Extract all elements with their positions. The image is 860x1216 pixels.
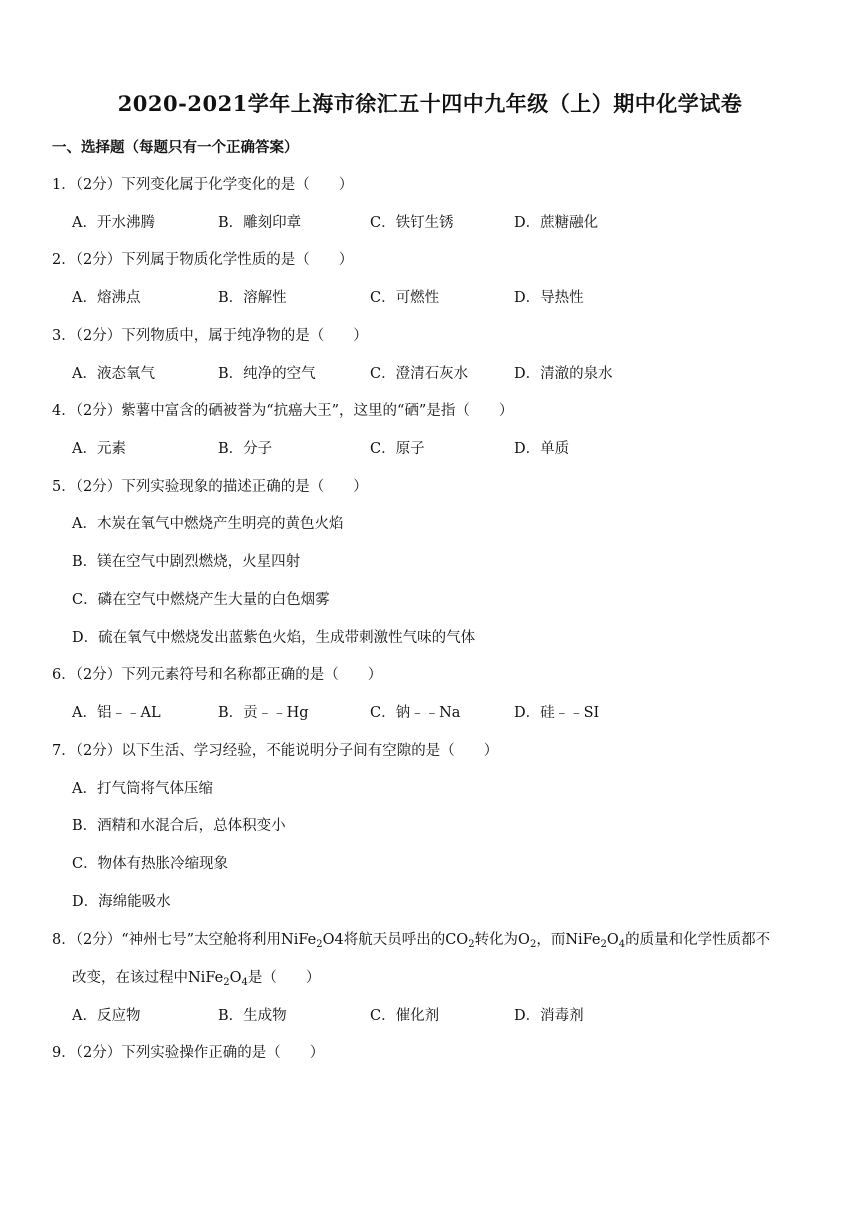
question-3-option-b: B．纯净的空气 — [218, 366, 316, 382]
question-2-option-d: D．导热性 — [514, 290, 584, 306]
question-2-option-b: B．溶解性 — [218, 290, 287, 306]
q8-text: O — [229, 970, 242, 986]
question-8-option-b: B．生成物 — [218, 1008, 287, 1024]
q8-text: ，而NiFe — [536, 932, 601, 948]
subscript: 2 — [600, 939, 607, 950]
question-8-stem-line-2 — [72, 968, 320, 993]
question-4-option-c: C．原子 — [370, 441, 425, 457]
subscript: 4 — [241, 977, 248, 988]
question-6-option-b: B．贡﹣﹣Hg — [218, 705, 309, 721]
question-7-stem: 7．（2分）以下生活、学习经验，不能说明分子间有空隙的是（ ） — [52, 743, 499, 759]
question-6-option-d: D．硅﹣﹣SI — [514, 705, 600, 721]
question-8-option-d: D．消毒剂 — [514, 1008, 584, 1024]
question-4-stem: 4．（2分）紫薯中富含的硒被誉为“抗癌大王”，这里的“硒”是指（ ） — [52, 403, 514, 419]
question-7-option-d: D．海绵能吸水 — [72, 894, 171, 910]
q8-text: 8．（2分）“神州七号”太空舱将利用NiFe — [52, 932, 317, 948]
question-9-stem: 9．（2分）下列实验操作正确的是（ ） — [52, 1045, 325, 1061]
page-title: 2020-2021学年上海市徐汇五十四中九年级（上）期中化学试卷 — [117, 91, 743, 116]
question-4-option-a: A．元素 — [72, 441, 126, 457]
subscript: 2 — [529, 939, 537, 950]
question-1-option-a: A．开水沸腾 — [72, 215, 155, 231]
question-8-stem-line-1 — [52, 930, 770, 955]
question-3-option-c: C．澄清石灰水 — [370, 366, 469, 382]
q8-text: 转化为O — [474, 932, 530, 948]
question-1-stem: 1．（2分）下列变化属于化学变化的是（ ） — [52, 177, 354, 193]
question-6-option-a: A．铝﹣﹣AL — [72, 705, 161, 721]
question-6-option-c: C．钠﹣﹣Na — [370, 705, 461, 721]
question-8-option-c: C．催化剂 — [370, 1008, 440, 1024]
question-7-option-c: C．物体有热胀冷缩现象 — [72, 856, 229, 872]
subscript: 2 — [223, 977, 230, 988]
q8-text: 改变，在该过程中NiFe — [72, 970, 224, 986]
question-3-option-a: A．液态氧气 — [72, 366, 155, 382]
question-1-option-c: C．铁钉生锈 — [370, 215, 454, 231]
question-8-option-a: A．反应物 — [72, 1008, 141, 1024]
question-2-option-c: C．可燃性 — [370, 290, 440, 306]
subscript: 2 — [468, 939, 475, 950]
question-5-option-c: C．磷在空气中燃烧产生大量的白色烟雾 — [72, 592, 330, 608]
question-7-option-a: A．打气筒将气体压缩 — [72, 781, 213, 797]
question-7-option-b: B．酒精和水混合后，总体积变小 — [72, 818, 286, 834]
question-5-stem: 5．（2分）下列实验现象的描述正确的是（ ） — [52, 479, 368, 495]
question-4-option-b: B．分子 — [218, 441, 273, 457]
question-3-option-d: D．清澈的泉水 — [514, 366, 613, 382]
q8-text: O4将航天员呼出的CO — [322, 932, 469, 948]
question-1-option-d: D．蔗糖融化 — [514, 215, 599, 231]
question-4-option-d: D．单质 — [514, 441, 570, 457]
q8-text: O — [606, 932, 619, 948]
subscript: 4 — [618, 939, 626, 950]
question-5-option-b: B．镁在空气中剧烈燃烧，火星四射 — [72, 554, 301, 570]
q8-text: 是（ ） — [247, 970, 321, 986]
subscript: 2 — [316, 939, 323, 950]
question-2-option-a: A．熔沸点 — [72, 290, 141, 306]
question-3-stem: 3．（2分）下列物质中，属于纯净物的是（ ） — [52, 328, 368, 344]
question-1-option-b: B．雕刻印章 — [218, 215, 302, 231]
section-heading: 一、选择题（每题只有一个正确答案） — [52, 139, 299, 156]
question-2-stem: 2．（2分）下列属于物质化学性质的是（ ） — [52, 252, 354, 268]
question-5-option-d: D．硫在氧气中燃烧发出蓝紫色火焰，生成带刺激性气味的气体 — [72, 630, 476, 646]
question-6-stem: 6．（2分）下列元素符号和名称都正确的是（ ） — [52, 667, 383, 683]
question-5-option-a: A．木炭在氧气中燃烧产生明亮的黄色火焰 — [72, 516, 344, 532]
q8-text: 的质量和化学性质都不 — [625, 932, 771, 948]
